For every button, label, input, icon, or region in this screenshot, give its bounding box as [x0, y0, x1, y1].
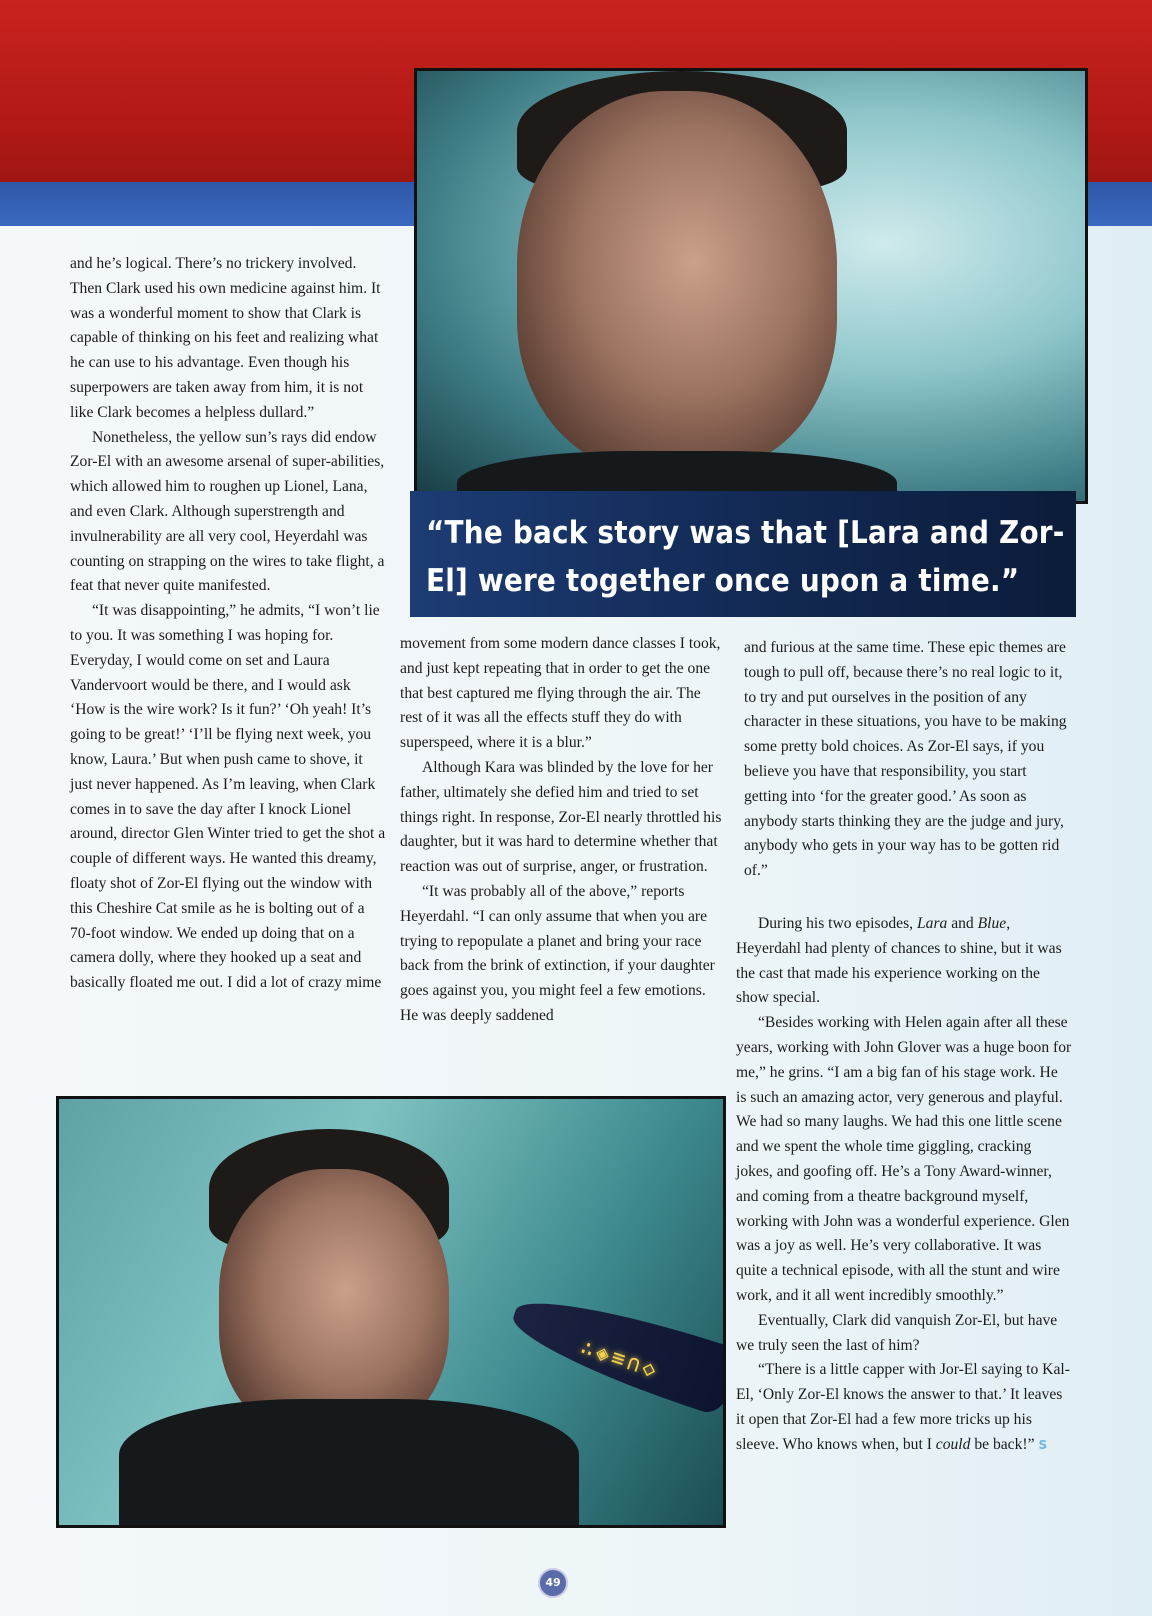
paragraph: “It was probably all of the above,” reports Heyerdahl. “I can only assume that when you are trying to repopulate a planet and bring your race back from the brink of extinction, if your daughter goes against you, you might feel a few emotions. He was deeply saddened — [400, 882, 715, 1024]
paragraph: “It was disappointing,” he admits, “I won’t lie to you. It was something I was hoping for. Everyday, I would come on set and Laura Vandervoort would be there, and I would ask ‘How is the wire work? Is it fun?’ ‘Oh yeah! It’s going to be great!’ ‘I’ll be flying next week, you know, Laura.’ But when push came to shove, it just never happened. As I’m leaving, when Clark comes in to save the day after I knock Lionel around, director Glen Winter tried to get the shot a couple of different ways. He wanted this dreamy, floaty shot of Zor-El flying out the window with this Cheshire Cat smile as he is bolting out of a 70-foot window. We ended up doing that on a camera dolly, where they hooked up a seat and basically floated me out. I did a lot of crazy mime — [70, 602, 386, 992]
article-column-3-top — [744, 636, 1070, 884]
episode-title-lara: Lara — [916, 915, 948, 932]
paragraph: “Besides working with Helen again after all these years, working with John Glover was a huge boon for me,” he grins. “I am a big fan of his stage work. He is such an amazing actor, very generous and playful. We had so many laughs. We had this one little scene and we spent the whole time giggling, cracking jokes, and goofing off. He’s a Tony Award-winner, and coming from a theatre background myself, working with John was a wonderful experience. Glen was a joy as well. He’s very collaborative. It was quite a technical episode, with all the stunt and wire work, and it all went incredibly smoothly.” — [736, 1014, 1072, 1304]
paragraph: During his two episodes, Lara and Blue, Heyerdahl had plenty of chances to shine, but it was the cast that made his experience working on the show special. — [736, 915, 1062, 1007]
paragraph: “There is a little capper with Jor-El saying to Kal-El, ‘Only Zor-El knows the answer to that.’ It leaves it open that Zor-El had a few more tricks up his sleeve. Who knows when, but I could be back!” S — [736, 1361, 1070, 1453]
article-column-2 — [400, 632, 722, 1029]
page-number: 49 — [538, 1568, 568, 1598]
episode-title-blue: Blue — [977, 915, 1007, 932]
crystal-glyphs: ∴◈≡∩◇ — [577, 1335, 663, 1384]
pull-quote: “The back story was that [Lara and Zor-El] were together once upon a time.” — [410, 491, 1076, 617]
zor-el-portrait-photo — [414, 68, 1088, 504]
zor-el-face — [517, 91, 837, 471]
paragraph: Eventually, Clark did vanquish Zor-El, but have we truly seen the last of him? — [736, 1311, 1058, 1354]
paragraph: and furious at the same time. These epic themes are tough to pull off, because there’s no real logic to it, to try and put ourselves in the position of any character in these situations, you have to be making some pretty bold choices. As Zor-El says, if you believe you have that responsibility, you start getting into ‘for the greater good.’ As soon as anybody starts thinking they are the judge and jury, anybody who gets in your way has to be gotten rid of.” — [744, 639, 1067, 880]
paragraph: Nonetheless, the yellow sun’s rays did endow Zor-El with an awesome arsenal of super-abilities, which allowed him to roughen up Lionel, Lana, and even Clark. Although superstrength and invulnerability are all very cool, Heyerdahl was counting on strapping on the wires to take flight, a feat that never quite manifested. — [70, 428, 385, 595]
end-mark-icon: S — [1038, 1437, 1048, 1452]
paragraph: movement from some modern dance classes I took, and just kept repeating that in order to get the one that best captured me flying through the air. The rest of it was all the effects stuff they do with superspeed, where it is a blur.” — [400, 635, 721, 752]
paragraph: and he’s logical. There’s no trickery involved. Then Clark used his own medicine against him. It was a wonderful moment to show that Clark is capable of thinking on his feet and realizing what he can use to his advantage. Even though his superpowers are taken away from him, it is not like Clark becomes a helpless dullard.” — [70, 255, 381, 421]
paragraph: Although Kara was blinded by the love for her father, ultimately she defied him and tried to set things right. In response, Zor-El nearly throttled his daughter, but it was hard to determine whether that reaction was out of surprise, anger, or frustration. — [400, 758, 722, 876]
article-column-3-rest — [736, 912, 1072, 1458]
zor-el-crystal-photo — [56, 1096, 726, 1528]
article-column-1 — [70, 252, 388, 996]
